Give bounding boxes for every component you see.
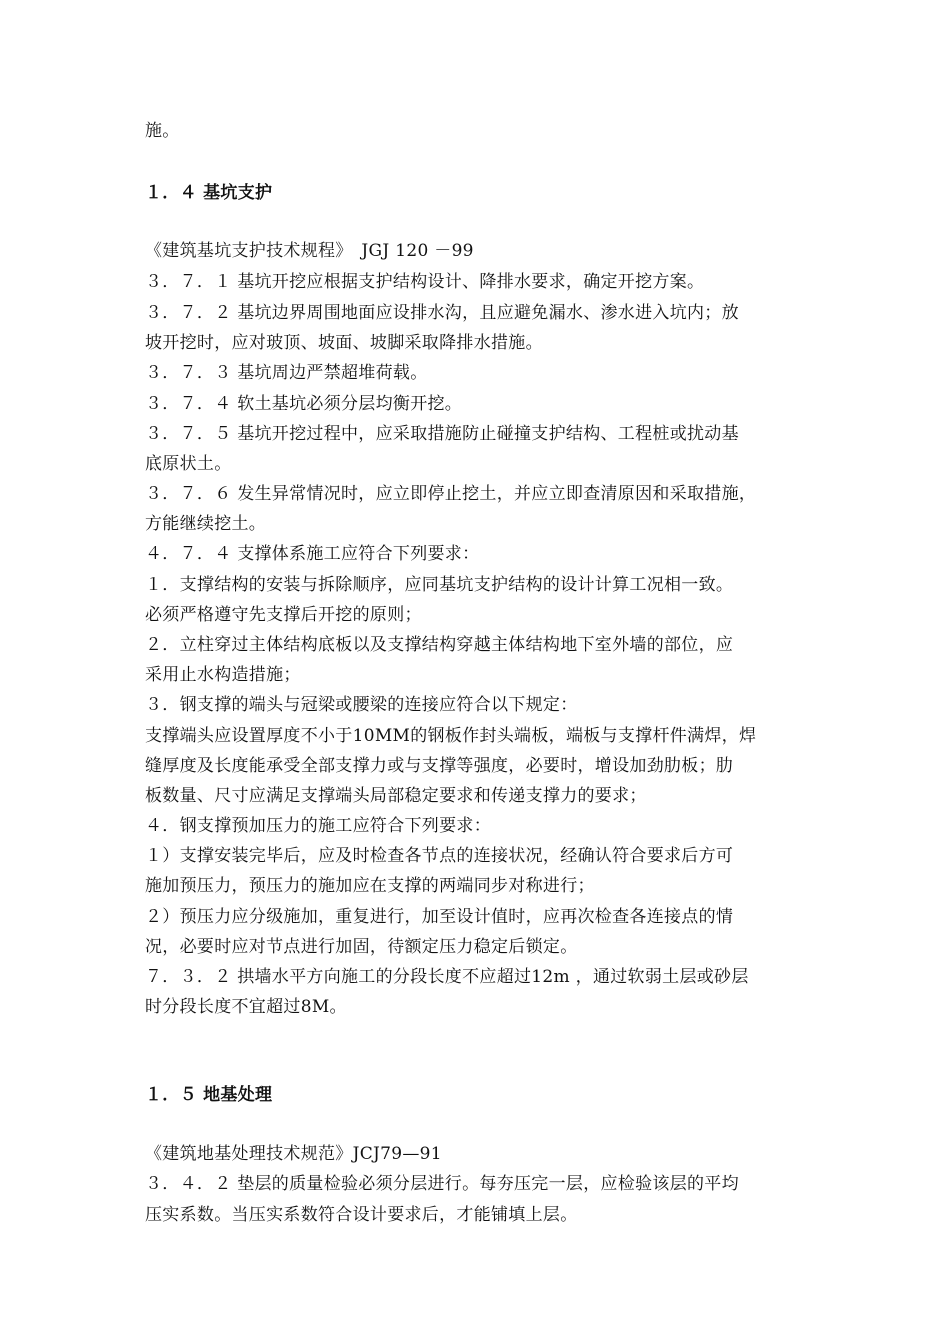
section-1-5-reference: 《建筑地基处理技术规范》JCJ79—91 bbox=[145, 1144, 442, 1164]
paragraph-line: ３．７．２ 基坑边界周围地面应设排水沟，且应避免漏水、渗水进入坑内；放 bbox=[145, 303, 739, 323]
paragraph-line: ３．钢支撑的端头与冠梁或腰梁的连接应符合以下规定： bbox=[145, 695, 578, 715]
paragraph-line: ３．７．３ 基坑周边严禁超堆荷载。 bbox=[145, 363, 428, 383]
paragraph-line: 时分段长度不宜超过8M。 bbox=[145, 997, 347, 1017]
paragraph-line: 压实系数。当压实系数符合设计要求后，才能铺填上层。 bbox=[145, 1205, 578, 1225]
section-1-4-heading: １．４ 基坑支护 bbox=[145, 183, 273, 203]
paragraph-line: 缝厚度及长度能承受全部支撑力或与支撑等强度，必要时，增设加劲肋板；肋 bbox=[145, 756, 734, 776]
paragraph-line: 底原状土。 bbox=[145, 454, 232, 474]
paragraph-line: ７．３．２ 拱墙水平方向施工的分段长度不应超过12m ，通过软弱土层或砂层 bbox=[145, 967, 749, 987]
paragraph-line: 板数量、尺寸应满足支撑端头局部稳定要求和传递支撑力的要求； bbox=[145, 786, 647, 806]
paragraph-line: 方能继续挖土。 bbox=[145, 514, 267, 534]
paragraph-line: １）支撑安装完毕后，应及时检查各节点的连接状况，经确认符合要求后方可 bbox=[145, 846, 734, 866]
paragraph-line: ４．钢支撑预加压力的施工应符合下列要求： bbox=[145, 816, 491, 836]
section-1-4-reference: 《建筑基坑支护技术规程》 JGJ 120 －99 bbox=[145, 241, 474, 261]
paragraph-line: ４．７．４ 支撑体系施工应符合下列要求： bbox=[145, 544, 480, 564]
paragraph-line: ３．４．２ 垫层的质量检验必须分层进行。每夯压完一层，应检验该层的平均 bbox=[145, 1174, 739, 1194]
paragraph-line: 况，必要时应对节点进行加固，待额定压力稳定后锁定。 bbox=[145, 937, 578, 957]
paragraph-line: 施加预压力，预压力的施加应在支撑的两端同步对称进行； bbox=[145, 876, 595, 896]
paragraph-line: 必须严格遵守先支撑后开挖的原则； bbox=[145, 605, 422, 625]
top-fragment: 施。 bbox=[145, 121, 180, 141]
paragraph-line: １．支撑结构的安装与拆除顺序，应同基坑支护结构的设计计算工况相一致。 bbox=[145, 575, 734, 595]
paragraph-line: ２．立柱穿过主体结构底板以及支撑结构穿越主体结构地下室外墙的部位，应 bbox=[145, 635, 734, 655]
paragraph-line: 采用止水构造措施； bbox=[145, 665, 301, 685]
paragraph-line: ２）预压力应分级施加，重复进行，加至设计值时，应再次检查各连接点的情 bbox=[145, 907, 734, 927]
section-1-5-heading: １．５ 地基处理 bbox=[145, 1085, 273, 1105]
paragraph-line: ３．７．１ 基坑开挖应根据支护结构设计、降排水要求，确定开挖方案。 bbox=[145, 272, 705, 292]
paragraph-line: 坡开挖时，应对玻顶、坡面、坡脚采取降排水措施。 bbox=[145, 333, 543, 353]
paragraph-line: ３．７．６ 发生异常情况时，应立即停止挖土，并应立即查清原因和采取措施， bbox=[145, 484, 757, 504]
paragraph-line: 支撑端头应设置厚度不小于10MM的钢板作封头端板，端板与支撑杆件满焊，焊 bbox=[145, 726, 757, 746]
paragraph-line: ３．７．４ 软土基坑必须分层均衡开挖。 bbox=[145, 394, 463, 414]
paragraph-line: ３．７．５ 基坑开挖过程中，应采取措施防止碰撞支护结构、工程桩或扰动基 bbox=[145, 424, 739, 444]
